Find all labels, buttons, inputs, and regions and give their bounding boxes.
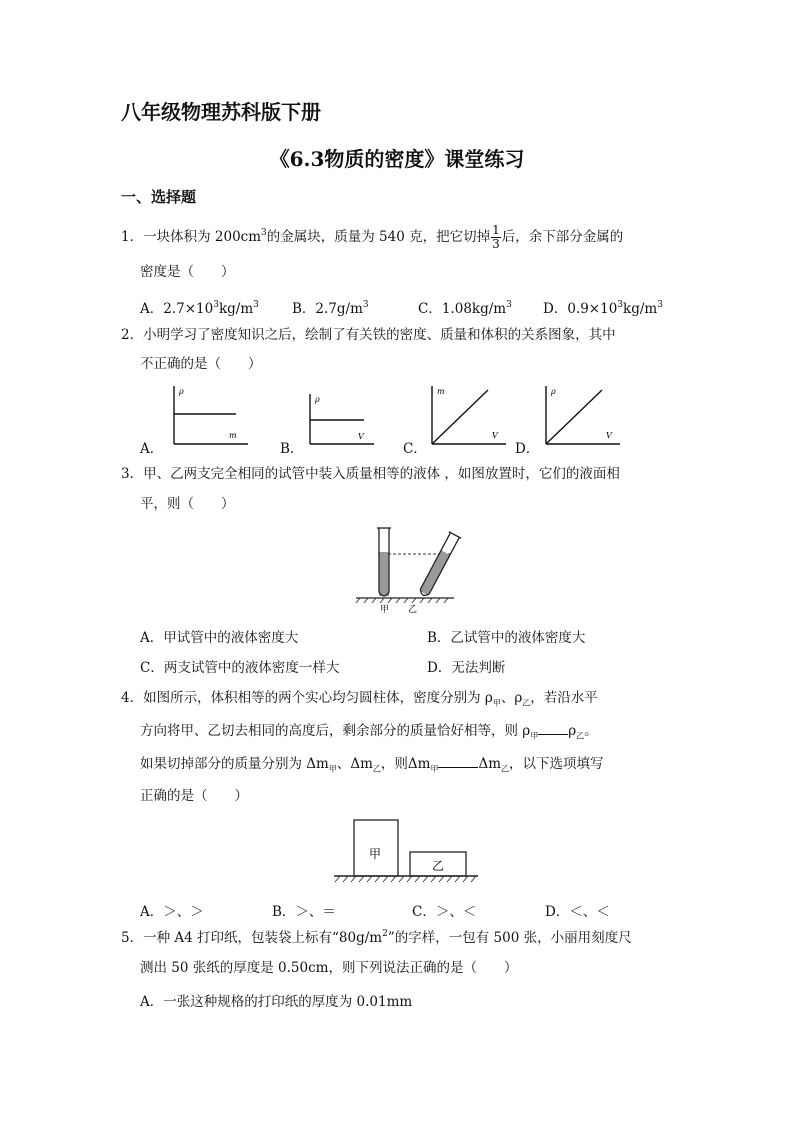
question-text: 。	[584, 723, 598, 739]
ground-hatching	[356, 598, 448, 603]
question-text: 如图所示，体积相等的两个实心均匀圆柱体，密度分别为 ρ	[143, 690, 493, 706]
test-tubes-figure	[352, 522, 462, 614]
superscript: 3	[261, 228, 267, 238]
graph-option-a-label[interactable]: A．	[140, 441, 164, 457]
fraction	[491, 224, 501, 251]
option-b[interactable]: B．＞、＝	[272, 904, 336, 920]
tube-jia-label: 甲	[380, 605, 390, 615]
option-c[interactable]: C．两支试管中的液体密度一样大	[140, 660, 340, 676]
question-text: ，以下选项填写	[509, 756, 604, 772]
question-number: 2．	[121, 327, 144, 343]
y-axis-label: ρ	[551, 387, 556, 396]
option-d[interactable]: D．＜、＜	[545, 904, 610, 920]
subscript: 甲	[328, 764, 337, 774]
cylinders-figure	[332, 817, 482, 887]
tube-yi	[417, 532, 461, 599]
x-axis-label: V	[358, 432, 364, 441]
question-1-line-2: 密度是（ ）	[140, 264, 235, 280]
option-text: 0.9×10	[567, 301, 618, 317]
question-5-line-1	[121, 928, 632, 948]
graph-option-c-label[interactable]: C．	[403, 441, 427, 457]
subscript: 乙	[501, 764, 510, 774]
question-text: 、Δm	[336, 756, 373, 772]
y-axis-label: ρ	[179, 387, 184, 396]
option-label: C．	[418, 301, 442, 317]
tube-yi-label: 乙	[408, 605, 418, 615]
y-axis-label: ρ	[315, 395, 320, 404]
graph-d	[532, 380, 622, 450]
question-5-line-2: 测出 50 张纸的厚度是 0.50cm，则下列说法正确的是（ ）	[140, 960, 518, 976]
graph-a	[160, 380, 250, 450]
question-text: Δm	[478, 756, 502, 772]
option-d[interactable]	[543, 297, 663, 317]
option-b[interactable]	[292, 297, 369, 317]
option-c[interactable]: C．＞、＜	[412, 904, 477, 920]
y-axis-label: m	[437, 387, 445, 396]
option-text: 1.08kg/m	[441, 301, 507, 317]
block-yi-label: 乙	[432, 859, 445, 873]
question-text: 后，余下部分金属的	[501, 229, 624, 245]
liquid-jia	[379, 552, 389, 596]
graph-c	[418, 380, 508, 450]
question-3-line-2: 平，则（ ）	[140, 496, 235, 512]
x-axis-label: V	[606, 431, 612, 440]
x-axis-label: V	[492, 431, 498, 440]
question-text: 方向将甲、乙切去相同的高度后，剩余部分的质量恰好相等，则 ρ	[140, 723, 531, 739]
question-text: 小明学习了密度知识之后，绘制了有关铁的密度、质量和体积的关系图象，其中	[143, 327, 616, 343]
superscript: 3	[617, 300, 624, 310]
superscript: 3	[253, 300, 259, 310]
question-text: 一种 A4 打印纸，包装袋上标有“80g/m	[143, 930, 383, 946]
graph-option-b-label[interactable]: B．	[280, 441, 304, 457]
question-2-line-2: 不正确的是（ ）	[140, 356, 262, 372]
option-a[interactable]: A．一张这种规格的打印纸的厚度为 0.01mm	[140, 994, 413, 1010]
tube-jia	[377, 528, 391, 596]
question-text: ρ	[568, 723, 577, 739]
block-jia-label: 甲	[369, 847, 382, 861]
superscript: 2	[382, 929, 388, 939]
question-text: 、ρ	[500, 690, 523, 706]
question-number: 5．	[121, 930, 144, 946]
graph-option-d-label[interactable]: D．	[515, 441, 540, 457]
option-a[interactable]	[140, 297, 259, 317]
subscript: 甲	[530, 731, 539, 741]
ground-hatching	[335, 876, 476, 882]
graph-b	[296, 390, 376, 450]
superscript: 3	[213, 300, 219, 310]
subscript: 乙	[522, 698, 531, 708]
graph-line	[546, 390, 602, 444]
option-unit: kg/m	[623, 301, 658, 317]
answer-blank[interactable]	[438, 767, 478, 768]
document-title: 八年级物理苏科版下册	[121, 100, 321, 124]
superscript: 3	[506, 300, 512, 310]
option-d[interactable]: D．无法判断	[427, 660, 506, 676]
question-number: 4．	[121, 690, 144, 706]
question-4-line-2	[140, 721, 598, 747]
question-4-line-3	[140, 754, 604, 780]
option-label: D．	[543, 301, 568, 317]
option-label: A．	[140, 301, 164, 317]
liquid-yi	[420, 550, 450, 595]
question-text: 的金属块，质量为 540 克，把它切掉	[266, 229, 491, 245]
x-axis-label: m	[229, 431, 237, 440]
question-text: 甲、乙两支完全相同的试管中装入质量相等的液体 ，如图放置时，它们的液面相	[143, 466, 620, 482]
question-3-line-1	[121, 464, 620, 484]
question-4-line-1	[121, 688, 598, 714]
superscript: 3	[657, 300, 663, 310]
section-heading: 一、选择题	[121, 188, 197, 206]
subscript: 乙	[576, 731, 585, 741]
option-text: 2.7g/m	[315, 301, 363, 317]
fraction-numerator: 1	[492, 223, 500, 237]
superscript: 3	[362, 300, 369, 310]
option-label: B．	[292, 301, 316, 317]
answer-blank[interactable]	[538, 734, 568, 735]
question-text: 如果切掉部分的质量分别为 Δm	[140, 756, 329, 772]
question-text: ，若沿水平	[530, 690, 598, 706]
option-a[interactable]: A．＞、＞	[140, 904, 204, 920]
option-c[interactable]	[418, 297, 512, 317]
question-text: ”的字样，一包有 500 张，小丽用刻度尺	[387, 930, 632, 946]
question-4-line-4: 正确的是（ ）	[140, 788, 248, 804]
lesson-title: 《6.3物质的密度》课堂练习	[269, 147, 525, 171]
question-number: 3．	[121, 466, 144, 482]
option-b[interactable]: B．乙试管中的液体密度大	[427, 630, 586, 646]
question-text: ，则Δm	[380, 756, 431, 772]
subscript: 甲	[492, 698, 501, 708]
question-number: 1．	[121, 229, 144, 245]
option-a[interactable]: A．甲试管中的液体密度大	[140, 630, 299, 646]
subscript: 甲	[430, 764, 439, 774]
question-1-line-1	[121, 224, 623, 251]
graph-line	[432, 390, 488, 444]
subscript: 乙	[372, 764, 381, 774]
fraction-denominator: 3	[492, 237, 500, 251]
question-2-line-1	[121, 325, 616, 345]
question-text: 一块体积为 200cm	[143, 229, 262, 245]
option-unit: kg/m	[218, 301, 254, 317]
option-text: 2.7×10	[163, 301, 214, 317]
